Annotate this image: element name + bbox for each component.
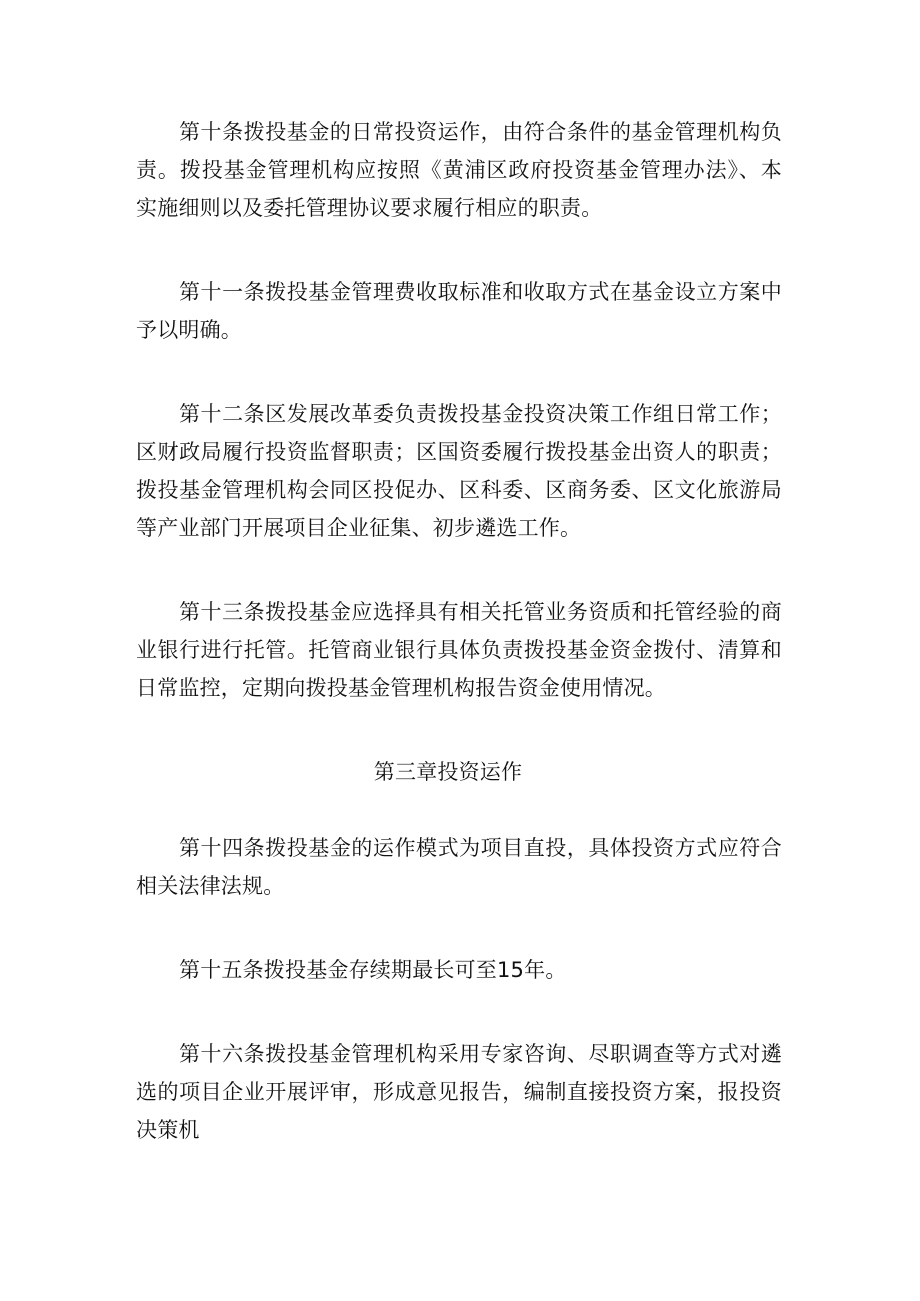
article-10-paragraph: 第十条拨投基金的日常投资运作，由符合条件的基金管理机构负责。拨投基金管理机构应按照《黄浦区政府投资基金管理办法》、本实施细则以及委托管理协议要求履行相应的职责。 [136,120,782,220]
article-11-paragraph: 第十一条拨投基金管理费收取标准和收取方式在基金设立方案中予以明确。 [136,280,782,342]
article-15-paragraph: 第十五条拨投基金存续期最长可至15年。 [179,958,567,982]
article-13-paragraph: 第十三条拨投基金应选择具有相关托管业务资质和托管经验的商业银行进行托管。托管商业银行具体负责拨投基金资金拨付、清算和日常监控，定期向拨投基金管理机构报告资金使用情况。 [136,600,782,700]
article-16-paragraph: 第十六条拨投基金管理机构采用专家咨询、尽职调查等方式对遴选的项目企业开展评审，形成意见报告，编制直接投资方案，报投资决策机 [136,1042,782,1142]
chapter-title: 第三章投资运作 [373,760,523,784]
article-12-paragraph: 第十二条区发展改革委负责拨投基金投资决策工作组日常工作；区财政局履行投资监督职责；区国资委履行拨投基金出资人的职责；拨投基金管理机构会同区投促办、区科委、区商务委、区文化旅游局等产业部门开展项目企业征集、初步遴选工作。 [136,402,782,540]
document-body [136,113,782,1195]
article-14-paragraph: 第十四条拨投基金的运作模式为项目直投，具体投资方式应符合相关法律法规。 [136,836,782,898]
